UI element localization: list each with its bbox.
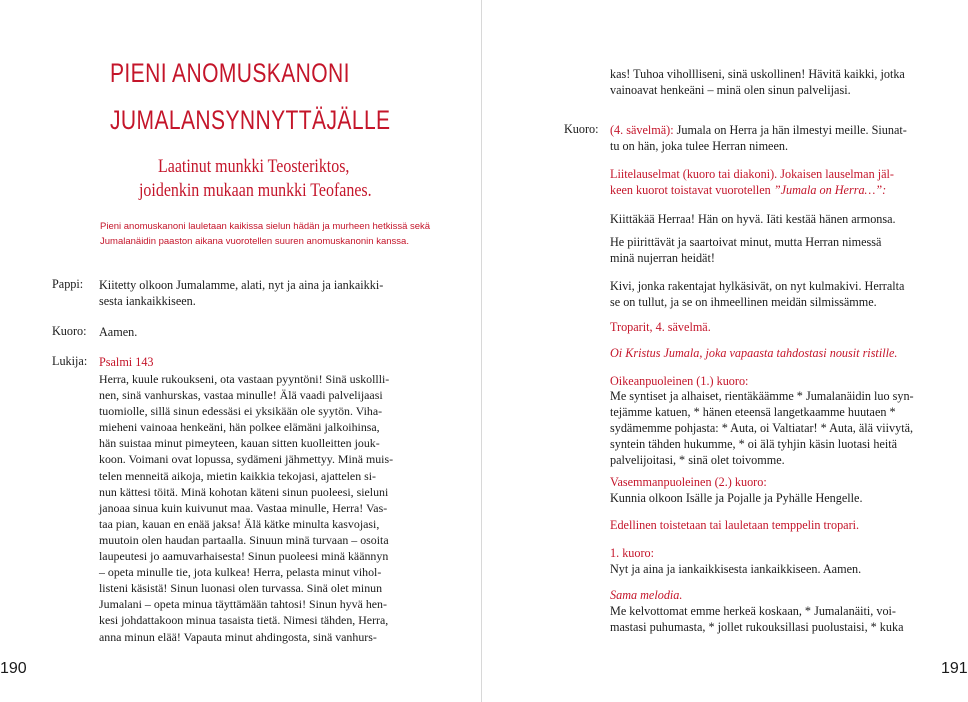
text-line: taa pian, kauan en enää jaksa! Älä kätke minulta kasvojasi, [99,516,380,531]
text-line [610,182,894,198]
subtitle-line-1: Laatinut munkki Teosteriktos, [158,156,350,177]
kuoro-refrain [610,122,907,154]
text-line: tejämme katuen, * hänen eteensä langetkaamme huutaen * [610,405,896,420]
text-line: listeni käsistä! Sinun luonasi olen turvassa. Sinä olet minun [99,581,383,596]
text-line: kesi johdattakoon minua tasaista tietä. Nimesi tähden, Herra, [99,613,389,628]
page-number-left: 190 [0,660,27,677]
sama-melodia: Sama melodia. [610,588,683,602]
kuoro-label-right: Kuoro: [564,122,599,136]
psalm-continuation [610,66,905,98]
subtitle-line-2: joidenkin mukaan munkki Teofanes. [139,180,372,201]
theotokion-text [610,603,904,635]
text-line: laupeutesi jo aamuvarhaisesta! Sinun puoleesi minä käännyn [99,549,389,564]
text-line: Me kelvottomat emme herkeä koskaan, * Jumalanäiti, voi- [610,604,896,618]
melody-note: Oi Kristus Jumala, joka vapaasta tahdostasi nousit ristille. [610,346,898,360]
verse-kiittakaa: Kiittäkää Herraa! Hän on hyvä. Iäti kestää hänen armonsa. [610,212,896,226]
troparion-text [610,388,914,468]
text-line: sydämemme pohjasta: * Auta, oi Valtiatar! * Auta, älä viivytä, [610,421,914,436]
page-number-right: 191 [941,660,968,677]
text-line: hän suistaa minut pimeyteen, kauan sitten kuolleitten jouk- [99,436,380,451]
text-line: palvelijoitasi, * sinä olet toivomme. [610,453,785,468]
verse-piirittavat [610,234,881,266]
text-line: Kiitetty olkoon Jumalamme, alati, nyt ja aina ja iankaikki- [99,278,384,292]
psalm-heading: Psalmi 143 [99,355,154,369]
text-line: syntein tähden hukumme, * oi älä tyhjin käsin luotasi heitä [610,437,898,452]
text-line: Kivi, jonka rakentajat hylkäsivät, on nyt kulmakivi. Herralta [610,279,905,293]
text-line: Me syntiset ja alhaiset, rientäkäämme * Jumalanäidin luo syn- [610,389,914,403]
text-line: minä nujerran heidät! [610,251,715,266]
kuoro-label: Kuoro: [52,324,87,338]
note-refrain: ”Jumala on Herra…”: [773,183,887,198]
text-line: nen, sinä vanhurskas, vastaa minulle! Älä vaadi palvelijaasi [99,388,383,403]
text-line: Liitelauselmat (kuoro tai diakoni). Jokaisen lauselman jäl- [610,167,894,181]
text-line: sesta iankaikkiseen. [99,294,196,309]
lukija-label: Lukija: [52,354,88,368]
kunnia-text: Kunnia olkoon Isälle ja Pojalle ja Pyhälle Hengelle. [610,491,863,505]
intro-line: Jumalanäidin paaston aikana vuorotellen suuren anomuskanonin kanssa. [100,235,409,247]
text-line: nun kättesi töitä. Minä kohotan käteni sinun puoleesi, sieluni [99,484,389,499]
text-line: se on tullut, ja se on ihmeellinen meidän silmissämme. [610,295,877,310]
text-line: mieheni vainoaa henkeäni, hän polkee elämäni jalkoihinsa, [99,420,380,435]
vasemmanpuoleinen-heading: Vasemmanpuoleinen (2.) kuoro: [610,475,767,489]
text-line: tuomiolle, sillä sinun edessäsi ei yksikään ole syytön. Viha- [99,404,383,419]
oikeanpuoleinen-heading: Oikeanpuoleinen (1.) kuoro: [610,374,749,388]
kuoro-text: Aamen. [99,325,138,339]
text-line: janoaa sinua kuin kuivunut maa. Vastaa minulle, Herra! Vas- [99,500,388,515]
kuoro-1-heading: 1. kuoro: [610,546,655,560]
troparit-heading: Troparit, 4. sävelmä. [610,320,711,334]
book-spine [481,0,482,702]
text-line: vainoavat henkeäni – minä olen sinun palvelijasi. [610,83,851,98]
text-line [610,122,907,138]
text-line: koon. Voimani ovat lopussa, sydämeni jähmettyy. Minä muis- [99,452,394,467]
verse-kivi [610,278,904,310]
tone-label: (4. sävelmä): [610,123,674,137]
refrain-text: Jumala on Herra ja hän ilmestyi meille. Siunat- [673,123,907,137]
liitelauselmat-note [610,166,894,198]
psalm-text [99,371,393,645]
edellinen-note: Edellinen toistetaan tai lauletaan temppelin tropari. [610,518,860,532]
pappi-text [99,277,383,309]
note-text: keen kuorot toistavat vuorotellen [610,183,774,198]
pappi-label: Pappi: [52,277,84,291]
text-line: – opeta minulle tie, jota kulkea! Herra, pelasta minut vihol- [99,565,382,580]
text-line: telen menneitä aikoja, mietin kaikkia tekojasi, ajattelen si- [99,468,377,483]
text-line: anna minun elää! Vapauta minut ahdingosta, sinä vanhurs- [99,629,377,644]
title-line-2: JUMALANSYNNYTTÄJÄLLE [110,105,391,135]
text-line: mastasi puhumasta, * jollet rukouksillasi puolustaisi, * kuka [610,620,904,635]
intro-note [100,220,431,249]
text-line: tu on hän, joka tulee Herran nimeen. [610,139,789,154]
intro-line: Pieni anomuskanoni lauletaan kaikissa sielun hädän ja murheen hetkissä sekä [100,221,431,232]
text-line: He piirittävät ja saartoivat minut, mutta Herran nimessä [610,235,882,249]
title-line-1: PIENI ANOMUSKANONI [110,58,350,88]
text-line: Herra, kuule rukoukseni, ota vastaan pyyntöni! Sinä uskollli- [99,372,390,386]
text-line: Jumalani – opeta minua täyttämään tahtosi! Sinun hyvä hen- [99,597,387,612]
text-line: muutoin olen haudan partaalla. Sinuun minä turvaan – osoita [99,532,389,547]
text-line: kas! Tuhoa vihollliseni, sinä uskollinen! Hävitä kaikki, jotka [610,67,905,81]
kuoro-1-text: Nyt ja aina ja iankaikkisesta iankaikkiseen. Aamen. [610,562,862,576]
